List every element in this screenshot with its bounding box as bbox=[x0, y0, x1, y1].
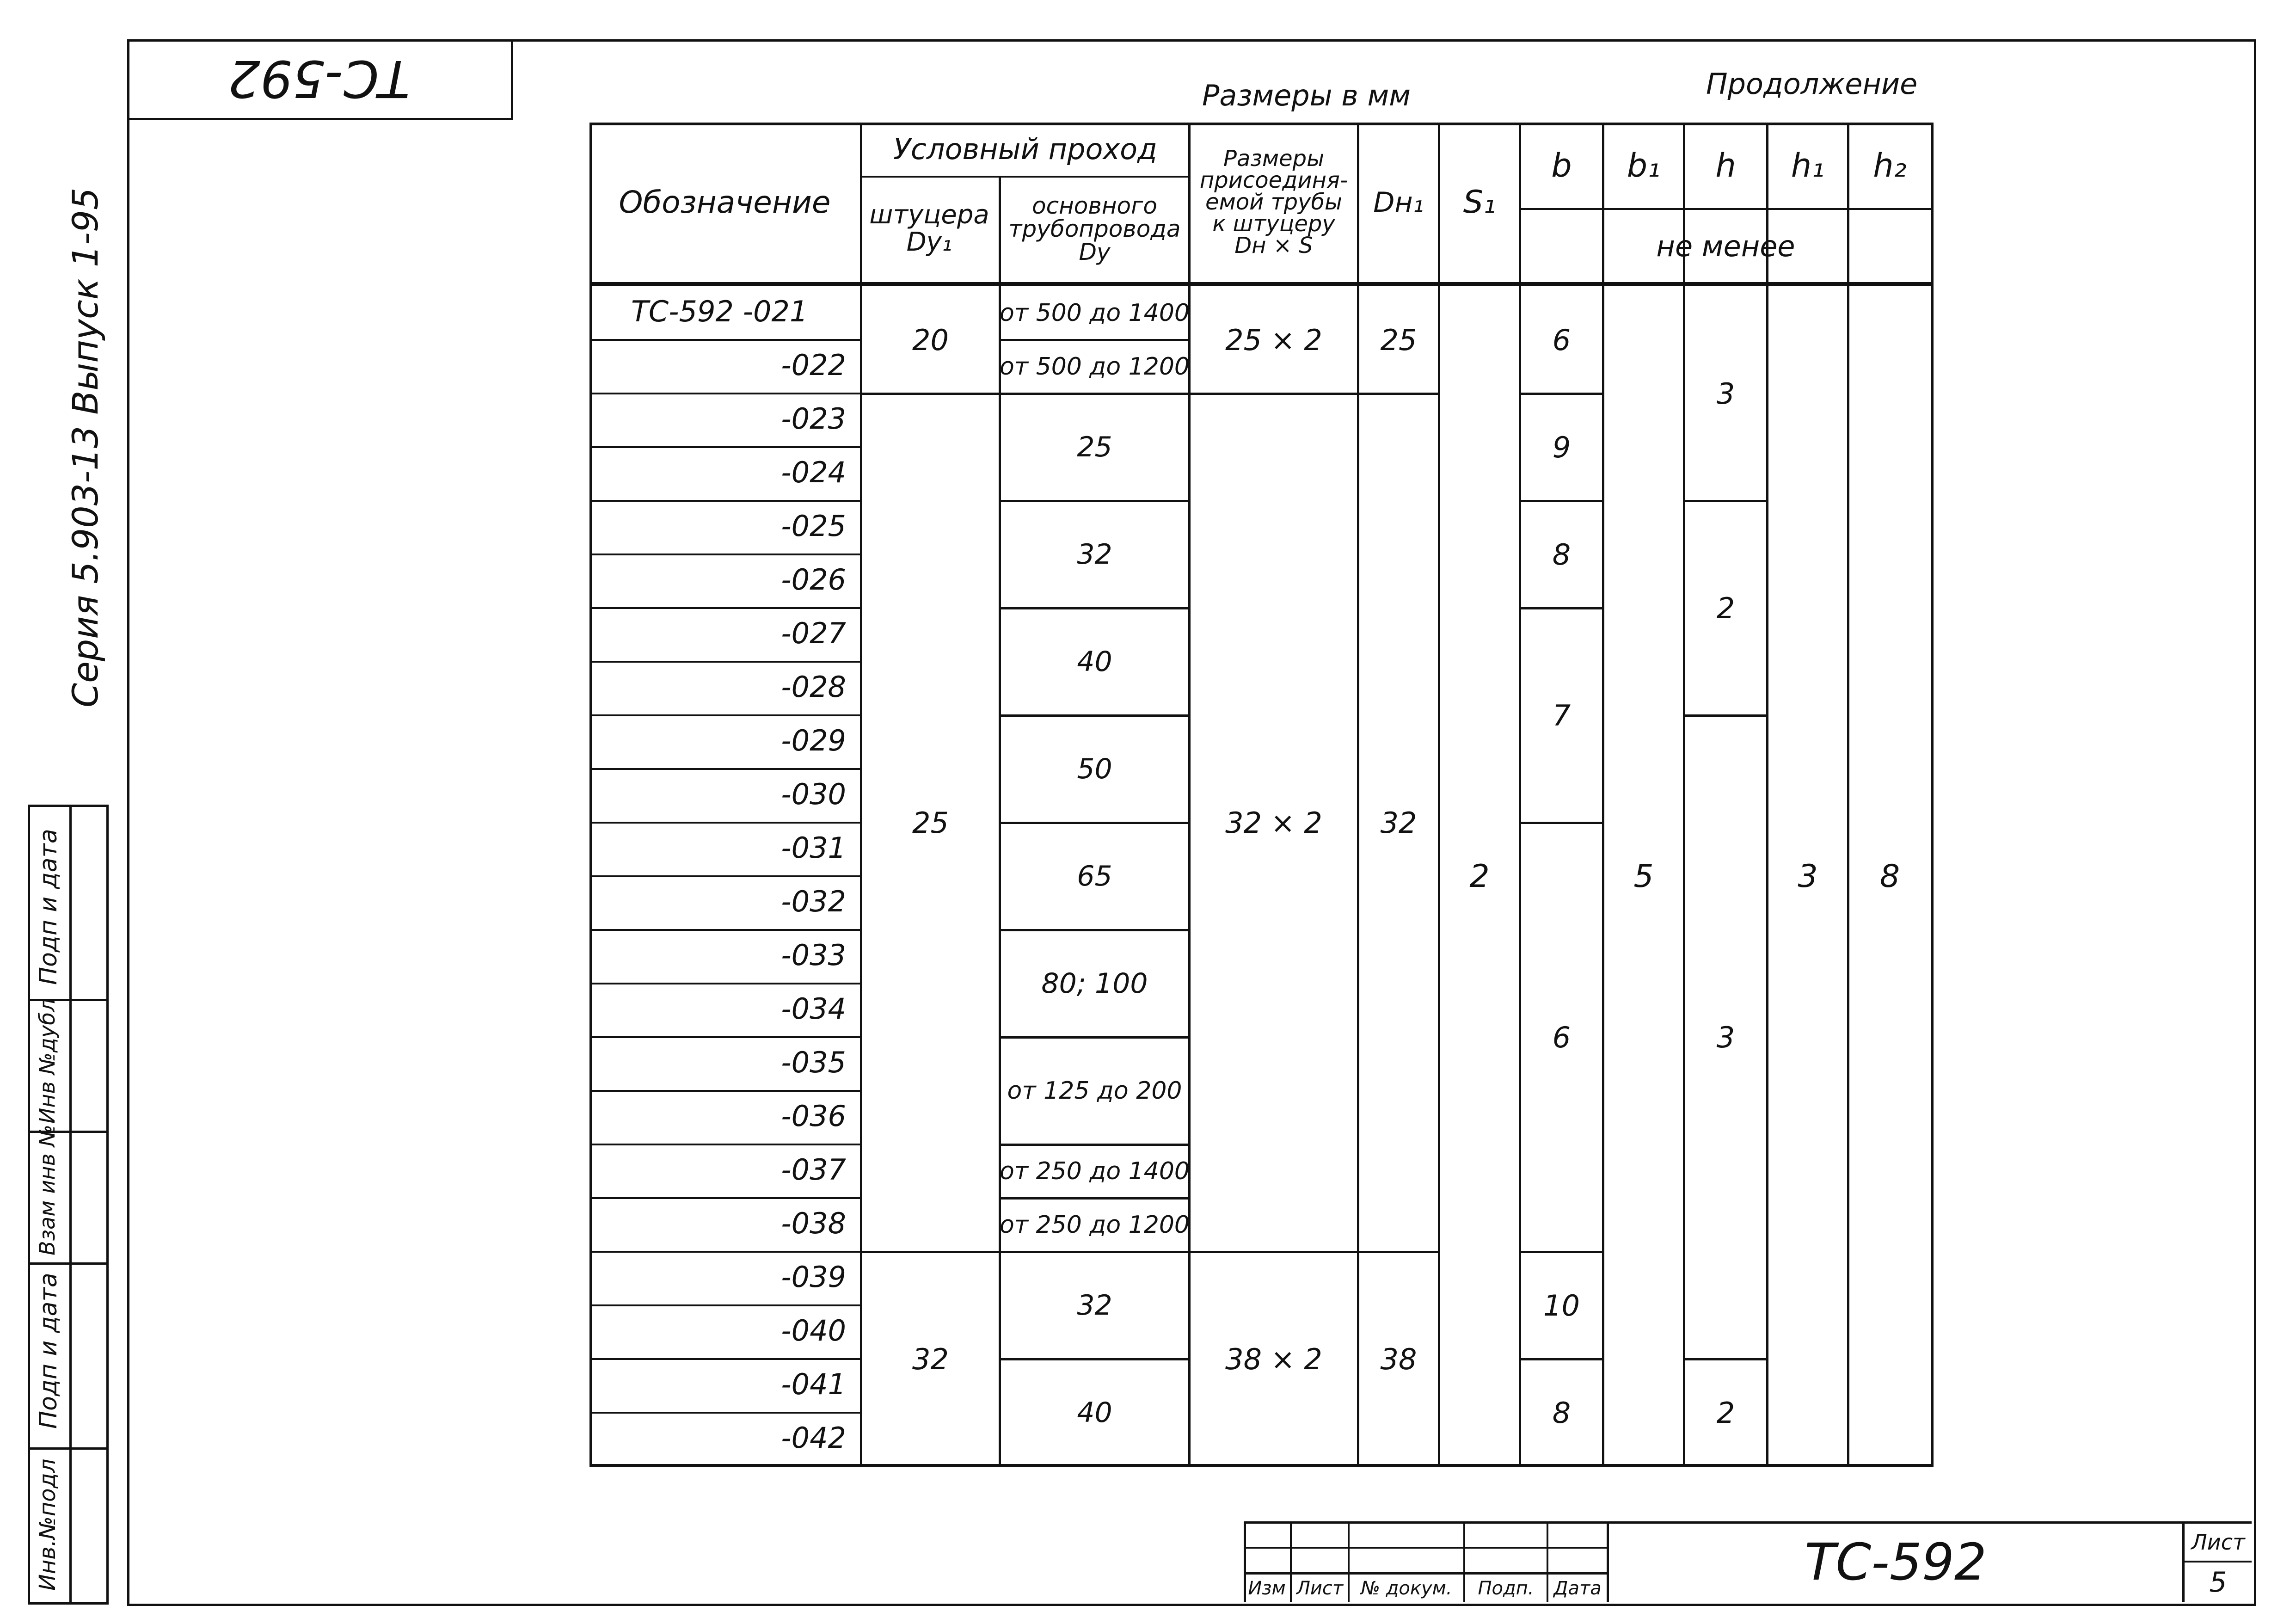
row-designation: -028 bbox=[781, 670, 846, 704]
main-value: 50 bbox=[1077, 753, 1112, 785]
fitting-cell bbox=[862, 394, 999, 1252]
table-row bbox=[589, 1413, 860, 1466]
main-cell bbox=[1001, 930, 1188, 1037]
header-h2-text: h₂ bbox=[1873, 146, 1907, 185]
s1-value: 2 bbox=[1469, 858, 1490, 895]
pipe-cell bbox=[1191, 286, 1357, 394]
b-value: 9 bbox=[1552, 430, 1571, 464]
table-row bbox=[589, 715, 860, 769]
header-cond-pass-text: Условный проход bbox=[893, 132, 1157, 166]
b-cell bbox=[1521, 823, 1602, 1252]
row-designation: -039 bbox=[781, 1260, 846, 1294]
table-row bbox=[589, 340, 860, 394]
h-value: 2 bbox=[1716, 591, 1735, 625]
title-code-text: TC-592 bbox=[1805, 1532, 1987, 1592]
header-s1-text: S₁ bbox=[1463, 184, 1496, 221]
header-main-line: основного bbox=[1032, 192, 1157, 219]
row-designation: -026 bbox=[781, 563, 846, 597]
pipe-cell bbox=[1191, 394, 1357, 1252]
h-cell bbox=[1685, 501, 1766, 715]
main-value: 32 bbox=[1077, 538, 1112, 571]
table-row bbox=[589, 1198, 860, 1252]
side-stamp-label: Подп и дата bbox=[35, 829, 62, 985]
title-col-label bbox=[1465, 1575, 1547, 1602]
table-row bbox=[589, 608, 860, 662]
title-col-text: Подп. bbox=[1478, 1578, 1534, 1599]
row-designation: -033 bbox=[781, 938, 846, 972]
title-col-label bbox=[1292, 1575, 1348, 1602]
h-value: 3 bbox=[1716, 1020, 1735, 1054]
header-b-text: b bbox=[1551, 146, 1572, 185]
b-value: 10 bbox=[1543, 1288, 1580, 1323]
h1-cell bbox=[1768, 286, 1847, 1466]
main-value: от 500 до 1200 bbox=[999, 353, 1190, 381]
row-designation: -023 bbox=[781, 402, 846, 436]
s1-cell bbox=[1440, 286, 1519, 1466]
table-row bbox=[589, 1144, 860, 1198]
main-value: 80; 100 bbox=[1041, 967, 1148, 1000]
fitting-value: 25 bbox=[912, 806, 949, 840]
main-value: 65 bbox=[1077, 860, 1112, 892]
table-row bbox=[589, 1305, 860, 1359]
main-cell bbox=[1001, 1198, 1188, 1252]
b-value: 8 bbox=[1552, 1396, 1571, 1430]
table-row bbox=[589, 394, 860, 447]
b-cell bbox=[1521, 1252, 1602, 1359]
main-value: 40 bbox=[1077, 646, 1112, 678]
header-designation-text: Обозначение bbox=[619, 185, 831, 220]
pipe-cell bbox=[1191, 1252, 1357, 1466]
table-row bbox=[589, 984, 860, 1037]
fitting-cell bbox=[862, 1252, 999, 1466]
h-cell bbox=[1685, 1359, 1766, 1466]
series-label: Серия 5.903-13 Выпуск 1-95 bbox=[65, 187, 106, 707]
row-designation: -031 bbox=[781, 831, 846, 865]
h2-value: 8 bbox=[1879, 858, 1900, 895]
b-value: 6 bbox=[1552, 1020, 1571, 1054]
sheet-label-text: Лист bbox=[2191, 1530, 2245, 1555]
main-value: от 125 до 200 bbox=[1007, 1077, 1182, 1105]
table-row bbox=[589, 1252, 860, 1305]
header-not-less-text: не менее bbox=[1656, 229, 1795, 263]
title-block bbox=[1244, 1521, 2252, 1602]
main-value: от 500 до 1400 bbox=[999, 299, 1190, 327]
h1-value: 3 bbox=[1798, 858, 1818, 895]
b-cell bbox=[1521, 608, 1602, 823]
b1-cell bbox=[1604, 286, 1683, 1466]
title-col-text: № докум. bbox=[1361, 1578, 1452, 1599]
dh1-cell bbox=[1359, 394, 1438, 1252]
header-pipe-line: емой трубы bbox=[1205, 189, 1342, 215]
side-stamp-label: Инв №дубл bbox=[35, 998, 60, 1124]
main-value: от 250 до 1400 bbox=[999, 1157, 1190, 1185]
title-col-text: Лист bbox=[1296, 1578, 1344, 1599]
title-col-text: Дата bbox=[1553, 1578, 1602, 1599]
row-designation: -027 bbox=[781, 616, 846, 650]
side-stamp-label: Подп и дата bbox=[35, 1273, 62, 1429]
main-cell bbox=[1001, 1359, 1188, 1466]
h2-cell bbox=[1849, 286, 1930, 1466]
header-fitting-line: Dy₁ bbox=[906, 227, 952, 257]
b-cell bbox=[1521, 286, 1602, 394]
table-row bbox=[589, 823, 860, 876]
row-designation: -024 bbox=[781, 455, 846, 489]
main-cell bbox=[1001, 1144, 1188, 1198]
header-h1-text: h₁ bbox=[1791, 146, 1825, 185]
continuation-note: Продолжение bbox=[1706, 67, 1918, 101]
b-value: 8 bbox=[1552, 537, 1571, 572]
row-designation: -030 bbox=[781, 777, 846, 811]
h-cell bbox=[1685, 286, 1766, 501]
side-stamp-label: Инв.№подл bbox=[35, 1458, 61, 1591]
header-b1-text: b₁ bbox=[1627, 146, 1661, 185]
row-designation: -029 bbox=[781, 724, 846, 757]
b-value: 6 bbox=[1552, 323, 1571, 357]
b-cell bbox=[1521, 1359, 1602, 1466]
table-row bbox=[589, 501, 860, 554]
main-value: 40 bbox=[1077, 1396, 1112, 1429]
dh1-value: 38 bbox=[1380, 1342, 1417, 1376]
main-cell bbox=[1001, 501, 1188, 608]
header-main-line: трубопровода bbox=[1008, 215, 1181, 242]
header-h-text: h bbox=[1715, 146, 1736, 185]
header-pipe-line: присоединя- bbox=[1199, 167, 1348, 193]
row-designation: -034 bbox=[781, 992, 846, 1026]
main-value: 32 bbox=[1077, 1289, 1112, 1322]
spec-table bbox=[589, 123, 1933, 1466]
fitting-value: 32 bbox=[912, 1342, 949, 1376]
pipe-value: 32 × 2 bbox=[1225, 806, 1322, 840]
table-row bbox=[589, 876, 860, 930]
header-dh1-text: Dн₁ bbox=[1373, 186, 1424, 219]
row-designation: -032 bbox=[781, 885, 846, 918]
main-cell bbox=[1001, 608, 1188, 715]
title-col-text: Изм bbox=[1248, 1578, 1286, 1599]
title-col-label bbox=[1350, 1575, 1463, 1602]
top-code-text: TC-592 bbox=[228, 49, 410, 108]
row-designation: -038 bbox=[781, 1206, 846, 1240]
main-cell bbox=[1001, 340, 1188, 394]
sheet-number-text: 5 bbox=[2209, 1566, 2227, 1599]
row-designation: TC-592 -021 bbox=[631, 295, 808, 328]
main-value: от 250 до 1200 bbox=[999, 1211, 1190, 1239]
table-row bbox=[589, 447, 860, 501]
table-row bbox=[589, 662, 860, 715]
row-designation: -022 bbox=[781, 348, 846, 382]
table-row bbox=[589, 930, 860, 984]
table-row bbox=[589, 1359, 860, 1413]
b-value: 7 bbox=[1552, 698, 1571, 732]
pipe-value: 25 × 2 bbox=[1225, 323, 1322, 357]
row-designation: -037 bbox=[781, 1153, 846, 1187]
header-pipe-line: Размеры bbox=[1223, 145, 1324, 172]
main-cell bbox=[1001, 823, 1188, 930]
b-cell bbox=[1521, 501, 1602, 608]
row-designation: -035 bbox=[781, 1046, 846, 1079]
side-stamp-divider bbox=[28, 1262, 106, 1265]
row-designation: -041 bbox=[781, 1367, 846, 1401]
header-pipe-line: Dн × S bbox=[1234, 233, 1313, 259]
b-cell bbox=[1521, 394, 1602, 501]
title-col-label bbox=[1244, 1575, 1290, 1602]
main-cell bbox=[1001, 715, 1188, 823]
pipe-value: 38 × 2 bbox=[1225, 1342, 1322, 1376]
fitting-cell bbox=[862, 286, 999, 394]
table-row bbox=[589, 554, 860, 608]
main-value: 25 bbox=[1077, 431, 1112, 463]
row-designation: -025 bbox=[781, 509, 846, 543]
h-value: 2 bbox=[1716, 1396, 1735, 1430]
top-code-stamp bbox=[127, 39, 513, 120]
table-row bbox=[589, 769, 860, 823]
dh1-value: 32 bbox=[1380, 806, 1417, 840]
sheet-label bbox=[2185, 1524, 2252, 1561]
side-stamp-label: Взам инв № bbox=[35, 1124, 60, 1255]
h-cell bbox=[1685, 715, 1766, 1359]
units-note: Размеры в мм bbox=[1202, 79, 1411, 112]
main-cell bbox=[1001, 286, 1188, 340]
sheet-number bbox=[2185, 1562, 2252, 1602]
dh1-cell bbox=[1359, 1252, 1438, 1466]
header-pipe-line: к штуцеру bbox=[1212, 211, 1335, 237]
main-cell bbox=[1001, 1037, 1188, 1144]
header-fitting-line: штуцера bbox=[869, 200, 989, 230]
row-designation: -036 bbox=[781, 1099, 846, 1133]
b1-value: 5 bbox=[1633, 858, 1654, 895]
row-designation: -042 bbox=[781, 1421, 846, 1455]
main-cell bbox=[1001, 1252, 1188, 1359]
h-value: 3 bbox=[1716, 376, 1735, 411]
main-cell bbox=[1001, 394, 1188, 501]
title-code bbox=[1609, 1521, 2182, 1602]
header-main-line: Dy bbox=[1079, 239, 1111, 265]
side-stamp-divider bbox=[28, 1447, 106, 1450]
title-col-label bbox=[1548, 1575, 1607, 1602]
table-row bbox=[589, 1091, 860, 1144]
table-body bbox=[589, 123, 1933, 1466]
dh1-value: 25 bbox=[1380, 323, 1417, 357]
table-row bbox=[589, 1037, 860, 1091]
dh1-cell bbox=[1359, 286, 1438, 394]
row-designation: -040 bbox=[781, 1314, 846, 1347]
table-row bbox=[589, 286, 860, 340]
fitting-value: 20 bbox=[912, 323, 949, 357]
